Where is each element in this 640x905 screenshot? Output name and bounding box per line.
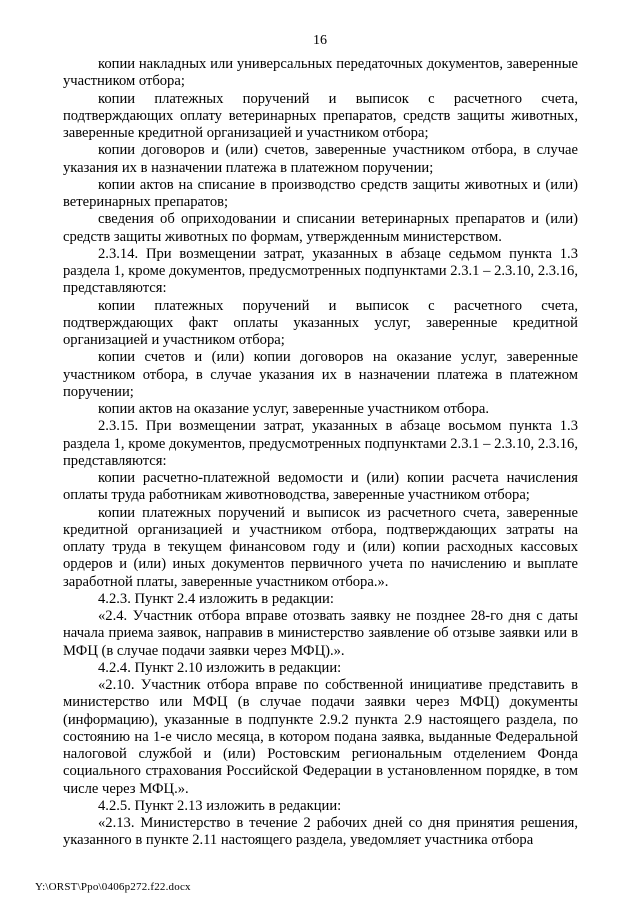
- paragraph: копии актов на списание в производство средств защиты животных и (или) ветеринарных препаратов;: [63, 176, 578, 210]
- paragraph: копии платежных поручений и выписок с расчетного счета, подтверждающих факт оплаты указанных услуг, заверенные кредитной организацией и участником отбора;: [63, 297, 578, 348]
- paragraph: копии платежных поручений и выписок с расчетного счета, подтверждающих оплату ветеринарных препаратов, средств защиты животных, заверенные кредитной организацией и участником отбора;: [63, 90, 578, 141]
- paragraph: 2.3.15. При возмещении затрат, указанных в абзаце восьмом пункта 1.3 раздела 1, кроме документов, предусмотренных подпунктами 2.3.1 – 2.3.10, 2.3.16, представляются:: [63, 418, 578, 469]
- paragraph: сведения об оприходовании и списании ветеринарных препаратов и (или) средств защиты животных по формам, утвержденным министерством.: [63, 211, 578, 245]
- footer-file-path: Y:\ORST\Ppo\0406p272.f22.docx: [35, 881, 191, 893]
- paragraph: копии расчетно-платежной ведомости и (или) копии расчета начисления оплаты труда работникам животноводства, заверенные участником отбора;: [63, 470, 578, 504]
- paragraph: «2.13. Министерство в течение 2 рабочих дней со дня принятия решения, указанного в пункте 2.11 настоящего раздела, уведомляет участника отбора: [63, 815, 578, 849]
- paragraph: 2.3.14. При возмещении затрат, указанных в абзаце седьмом пункта 1.3 раздела 1, кроме документов, предусмотренных подпунктами 2.3.1 – 2.3.10, 2.3.16, представляются:: [63, 245, 578, 297]
- paragraph: копии накладных или универсальных передаточных документов, заверенные участником отбора;: [63, 56, 578, 90]
- paragraph: копии платежных поручений и выписок из расчетного счета, заверенные кредитной организацией и участником отбора, подтверждающих затраты на оплату труда в текущем финансовом году и (или) копии расходных кассовых ордеров и (или) иных документов первичного учета по начислению и выплате заработной платы, заверенные участником отбора.».: [63, 504, 578, 590]
- document-body: [63, 56, 578, 850]
- paragraph: 4.2.5. Пункт 2.13 изложить в редакции:: [98, 797, 342, 814]
- paragraph: «2.4. Участник отбора вправе отозвать заявку не позднее 28-го дня с даты начала приема заявок, направив в министерство заявление об отзыве заявки или в МФЦ (в случае подачи заявки через МФЦ).».: [63, 608, 578, 659]
- page-number: 16: [313, 33, 327, 48]
- paragraph: 4.2.4. Пункт 2.10 изложить в редакции:: [98, 659, 342, 676]
- paragraph: копии актов на оказание услуг, заверенные участником отбора.: [98, 401, 489, 417]
- paragraph: 4.2.3. Пункт 2.4 изложить в редакции:: [98, 590, 334, 607]
- paragraph: копии договоров и (или) счетов, заверенные участником отбора, в случае указания их в назначении платежа в платежном поручении;: [63, 142, 578, 176]
- paragraph: копии счетов и (или) копии договоров на оказание услуг, заверенные участником отбора, в случае указания их в назначении платежа в платежном поручении;: [63, 349, 578, 400]
- paragraph: «2.10. Участник отбора вправе по собственной инициативе представить в министерство или МФЦ (в случае подачи заявки через МФЦ) документы (информацию), указанные в подпункте 2.9.2 пункта 2.9 настоящего раздела, по состоянию на 1-е число месяца, в котором подана заявка, выданные Федеральной налоговой службой и (или) Ростовским региональным отделением Фонда социального страхования Российской Федерации в установленном порядке, в том числе через МФЦ.».: [63, 677, 578, 797]
